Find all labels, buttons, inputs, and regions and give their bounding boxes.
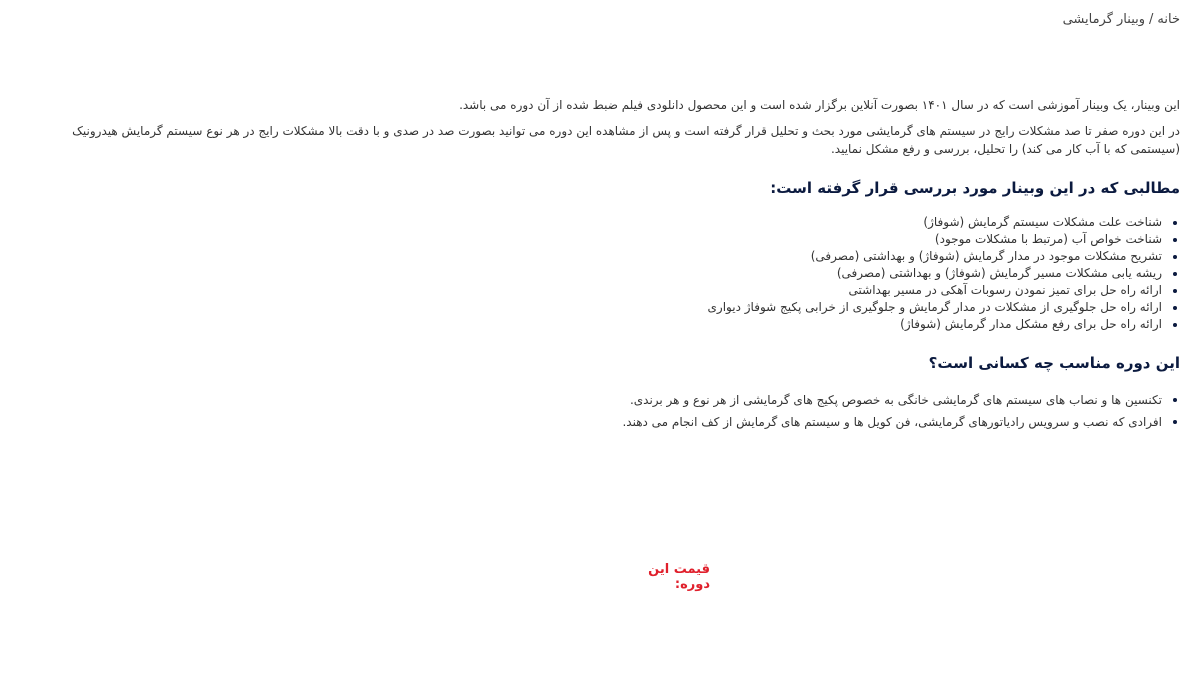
list-item: شناخت علت مشکلات سیستم گرمایش (شوفاژ) [20, 214, 1162, 231]
price-block [490, 562, 710, 592]
list-item: ارائه راه حل برای رفع مشکل مدار گرمایش (شوفاژ) [20, 316, 1162, 333]
list-item: افرادی که نصب و سرویس رادیاتورهای گرمایشی، فن کویل ها و سیستم های گرمایش از کف انجام می دهند. [20, 411, 1162, 433]
list-item: ریشه یابی مشکلات مسیر گرمایش (شوفاژ) و بهداشتی (مصرفی) [20, 265, 1162, 282]
breadcrumb-home-link[interactable]: خانه [1157, 12, 1180, 27]
price-label: قیمت این دوره: [648, 562, 710, 592]
list-item: تکنسین ها و نصاب های سیستم های گرمایشی خانگی به خصوص پکیج های گرمایشی از هر نوع و هر برندی. [20, 389, 1162, 411]
list-item: ارائه راه حل برای تمیز نمودن رسوبات آهکی در مسیر بهداشتی [20, 282, 1162, 299]
breadcrumb-current: وبینار گرمایشی [1062, 12, 1146, 27]
intro-paragraph-2: در این دوره صفر تا صد مشکلات رایج در سیستم های گرمایشی مورد بحث و تحلیل قرار گرفته است و پس از مشاهده این دوره می توانید بصورت صد در صدی و با دقت بالا مشکلات رایج در هر نوع سیستم گرمایش هیدرونیک (سیستمی که با آب کار می کند) را تحلیل، بررسی و رفع مشکل نمایید. [72, 124, 1180, 156]
audience-list [20, 389, 1180, 433]
topics-list [20, 214, 1180, 333]
intro-paragraph-1: این وبینار، یک وبینار آموزشی است که در سال ۱۴۰۱ بصورت آنلاین برگزار شده است و این محصول دانلودی فیلم ضبط شده از آن دوره می باشد. [459, 98, 1180, 112]
topics-heading: مطالبی که در این وبینار مورد بررسی قرار گرفته است: [770, 179, 1180, 197]
list-item: تشریح مشکلات موجود در مدار گرمایش (شوفاژ) و بهداشتی (مصرفی) [20, 248, 1162, 265]
breadcrumb [1063, 12, 1180, 27]
list-item: شناخت خواص آب (مرتبط با مشکلات موجود) [20, 231, 1162, 248]
breadcrumb-separator: / [1149, 12, 1154, 27]
audience-heading: این دوره مناسب چه کسانی است؟ [928, 354, 1180, 372]
product-description [20, 96, 1180, 451]
list-item: ارائه راه حل جلوگیری از مشکلات در مدار گرمایش و جلوگیری از خرابی پکیج شوفاژ دیواری [20, 299, 1162, 316]
